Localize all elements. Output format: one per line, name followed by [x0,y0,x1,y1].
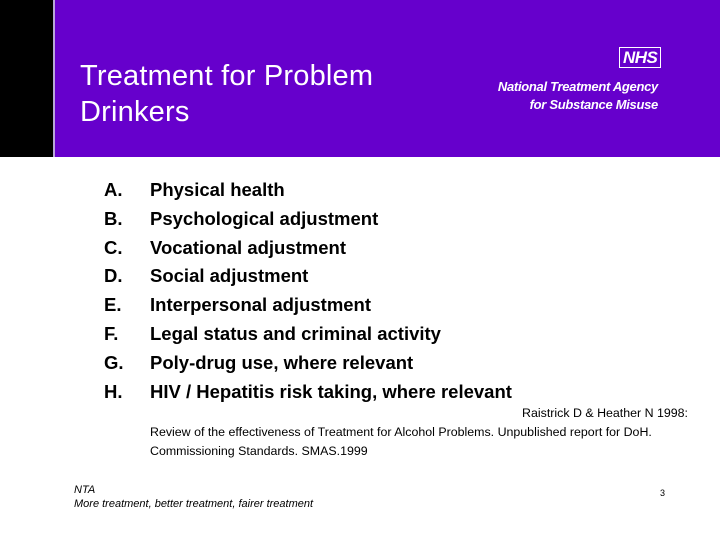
item-letter: A. [104,179,123,200]
reference-details: Review of the effectiveness of Treatment for Alcohol Problems. Unpublished report for DoH. Commissioning Standards. SMAS.1999 [150,425,652,458]
item-letter: F. [104,322,119,344]
item-text: Physical health [150,179,285,200]
footer [74,483,313,511]
item-letter: E. [104,294,122,316]
item-letter: H. [104,380,123,402]
page-number: 3 [660,488,666,498]
item-text: HIV / Hepatitis risk taking, where relevant [150,380,512,402]
reference-author: Raistrick D & Heather N 1998: [522,406,688,420]
list-item [104,234,512,263]
nhs-logo: NHS [619,47,661,68]
item-text: Poly-drug use, where relevant [150,351,414,373]
list-item [104,378,512,407]
item-text: Psychological adjustment [150,207,379,229]
outcome-list [104,176,512,406]
item-letter: D. [104,265,123,287]
agency-line-1: National Treatment Agency [497,79,658,94]
list-item [104,205,512,234]
item-text: Vocational adjustment [150,236,346,258]
list-item [104,291,512,320]
list-item [104,320,512,349]
footer-org: NTA [74,484,96,496]
item-text: Interpersonal adjustment [150,294,372,316]
agency-logo [498,78,658,114]
item-text: Legal status and criminal activity [150,322,441,344]
left-strip-divider [53,0,55,157]
list-item [104,262,512,291]
list-item [104,176,512,205]
item-text: Social adjustment [150,265,309,287]
item-letter: G. [104,351,124,373]
agency-line-2: for Substance Misuse [529,97,658,112]
item-letter: C. [104,236,123,258]
list-item [104,349,512,378]
footer-tagline: More treatment, better treatment, fairer treatment [74,498,314,510]
reference-citation [150,404,692,461]
slide-title: Treatment for Problem Drinkers [80,60,374,128]
item-letter: B. [104,207,123,229]
left-strip [0,0,53,157]
